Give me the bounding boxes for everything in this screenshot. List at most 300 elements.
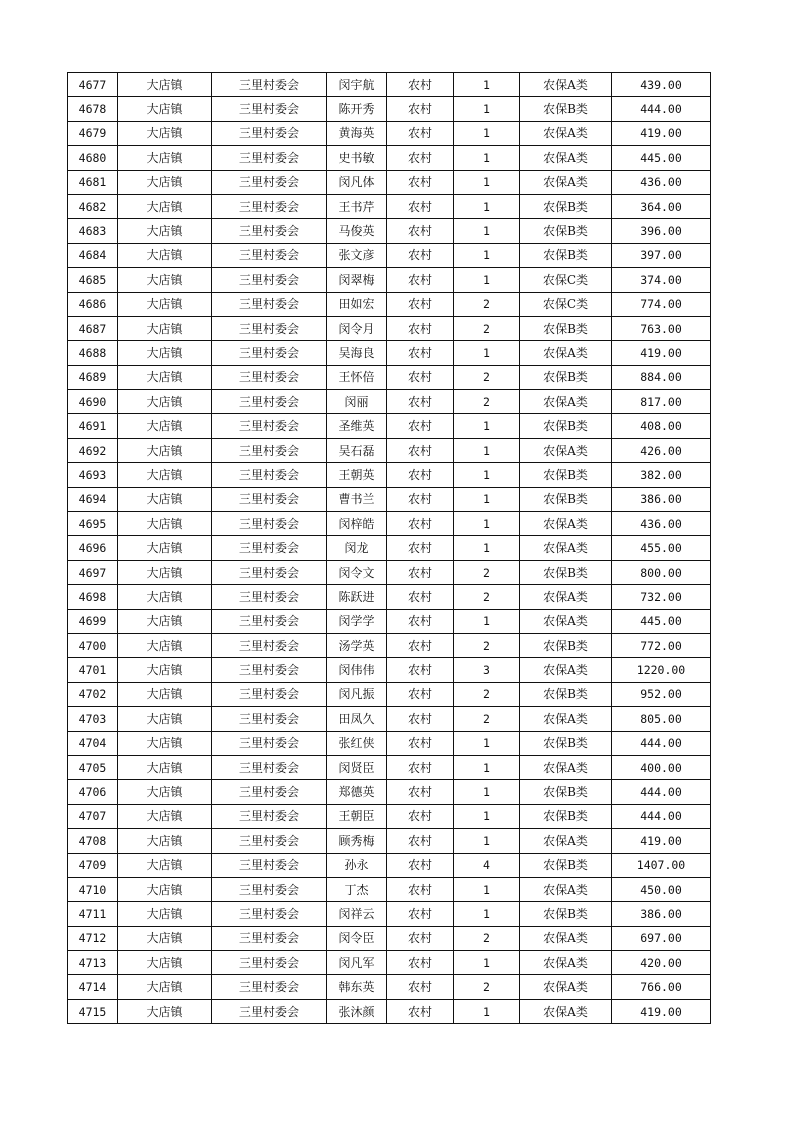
- row-number-cell: 4680: [68, 146, 118, 170]
- row-number-cell: 4685: [68, 268, 118, 292]
- insurance-category-cell: 农保B类: [520, 219, 612, 243]
- household-type-cell: 农村: [387, 877, 454, 901]
- name-cell: 闵令月: [327, 316, 387, 340]
- table-row: [68, 999, 711, 1023]
- amount-cell: 445.00: [612, 609, 711, 633]
- amount-cell: 419.00: [612, 999, 711, 1023]
- name-cell: 张红侠: [327, 731, 387, 755]
- town-cell: 大店镇: [118, 951, 212, 975]
- insurance-category-cell: 农保B类: [520, 243, 612, 267]
- table-row: [68, 194, 711, 218]
- table-row: [68, 658, 711, 682]
- household-type-cell: 农村: [387, 73, 454, 97]
- name-cell: 韩东英: [327, 975, 387, 999]
- insurance-category-cell: 农保B类: [520, 487, 612, 511]
- name-cell: 田如宏: [327, 292, 387, 316]
- village-committee-cell: 三里村委会: [212, 877, 327, 901]
- town-cell: 大店镇: [118, 560, 212, 584]
- table-row: [68, 804, 711, 828]
- town-cell: 大店镇: [118, 512, 212, 536]
- amount-cell: 382.00: [612, 463, 711, 487]
- amount-cell: 426.00: [612, 438, 711, 462]
- row-number-cell: 4683: [68, 219, 118, 243]
- amount-cell: 772.00: [612, 633, 711, 657]
- household-type-cell: 农村: [387, 438, 454, 462]
- town-cell: 大店镇: [118, 804, 212, 828]
- member-count-cell: 1: [454, 512, 520, 536]
- name-cell: 闵祥云: [327, 902, 387, 926]
- insurance-category-cell: 农保B类: [520, 97, 612, 121]
- village-committee-cell: 三里村委会: [212, 609, 327, 633]
- insurance-category-cell: 农保A类: [520, 707, 612, 731]
- member-count-cell: 1: [454, 731, 520, 755]
- town-cell: 大店镇: [118, 146, 212, 170]
- village-committee-cell: 三里村委会: [212, 707, 327, 731]
- town-cell: 大店镇: [118, 853, 212, 877]
- table-row: [68, 560, 711, 584]
- household-type-cell: 农村: [387, 829, 454, 853]
- name-cell: 闵宇航: [327, 73, 387, 97]
- member-count-cell: 2: [454, 707, 520, 731]
- name-cell: 王朝臣: [327, 804, 387, 828]
- town-cell: 大店镇: [118, 633, 212, 657]
- amount-cell: 444.00: [612, 780, 711, 804]
- row-number-cell: 4714: [68, 975, 118, 999]
- row-number-cell: 4707: [68, 804, 118, 828]
- household-type-cell: 农村: [387, 341, 454, 365]
- member-count-cell: 2: [454, 682, 520, 706]
- name-cell: 张文彦: [327, 243, 387, 267]
- insurance-category-cell: 农保A类: [520, 658, 612, 682]
- name-cell: 吴海良: [327, 341, 387, 365]
- row-number-cell: 4682: [68, 194, 118, 218]
- table-row: [68, 731, 711, 755]
- table-row: [68, 170, 711, 194]
- insurance-category-cell: 农保A类: [520, 609, 612, 633]
- town-cell: 大店镇: [118, 463, 212, 487]
- household-type-cell: 农村: [387, 146, 454, 170]
- insurance-category-cell: 农保B类: [520, 414, 612, 438]
- village-committee-cell: 三里村委会: [212, 341, 327, 365]
- row-number-cell: 4708: [68, 829, 118, 853]
- insurance-category-cell: 农保B类: [520, 731, 612, 755]
- insurance-category-cell: 农保A类: [520, 536, 612, 560]
- name-cell: 闵翠梅: [327, 268, 387, 292]
- amount-cell: 374.00: [612, 268, 711, 292]
- row-number-cell: 4694: [68, 487, 118, 511]
- table-row: [68, 951, 711, 975]
- town-cell: 大店镇: [118, 780, 212, 804]
- village-committee-cell: 三里村委会: [212, 487, 327, 511]
- row-number-cell: 4689: [68, 365, 118, 389]
- household-type-cell: 农村: [387, 268, 454, 292]
- village-committee-cell: 三里村委会: [212, 902, 327, 926]
- row-number-cell: 4709: [68, 853, 118, 877]
- insurance-category-cell: 农保B类: [520, 560, 612, 584]
- table-row: [68, 633, 711, 657]
- household-type-cell: 农村: [387, 512, 454, 536]
- table-row: [68, 536, 711, 560]
- town-cell: 大店镇: [118, 390, 212, 414]
- name-cell: 闵凡军: [327, 951, 387, 975]
- table-row: [68, 414, 711, 438]
- amount-cell: 386.00: [612, 902, 711, 926]
- household-type-cell: 农村: [387, 365, 454, 389]
- insurance-category-cell: 农保A类: [520, 341, 612, 365]
- household-type-cell: 农村: [387, 219, 454, 243]
- table-row: [68, 316, 711, 340]
- name-cell: 顾秀梅: [327, 829, 387, 853]
- table-row: [68, 390, 711, 414]
- table-row: [68, 365, 711, 389]
- insurance-category-cell: 农保B类: [520, 902, 612, 926]
- row-number-cell: 4679: [68, 121, 118, 145]
- row-number-cell: 4701: [68, 658, 118, 682]
- insurance-category-cell: 农保B类: [520, 780, 612, 804]
- table-row: [68, 902, 711, 926]
- amount-cell: 364.00: [612, 194, 711, 218]
- member-count-cell: 2: [454, 926, 520, 950]
- table-row: [68, 341, 711, 365]
- household-type-cell: 农村: [387, 292, 454, 316]
- household-type-cell: 农村: [387, 633, 454, 657]
- village-committee-cell: 三里村委会: [212, 536, 327, 560]
- household-type-cell: 农村: [387, 682, 454, 706]
- amount-cell: 444.00: [612, 97, 711, 121]
- row-number-cell: 4700: [68, 633, 118, 657]
- village-committee-cell: 三里村委会: [212, 585, 327, 609]
- household-type-cell: 农村: [387, 243, 454, 267]
- insurance-category-cell: 农保B类: [520, 804, 612, 828]
- table-row: [68, 463, 711, 487]
- member-count-cell: 1: [454, 341, 520, 365]
- town-cell: 大店镇: [118, 877, 212, 901]
- amount-cell: 445.00: [612, 146, 711, 170]
- amount-cell: 397.00: [612, 243, 711, 267]
- amount-cell: 436.00: [612, 170, 711, 194]
- village-committee-cell: 三里村委会: [212, 316, 327, 340]
- household-type-cell: 农村: [387, 926, 454, 950]
- village-committee-cell: 三里村委会: [212, 780, 327, 804]
- member-count-cell: 2: [454, 365, 520, 389]
- town-cell: 大店镇: [118, 999, 212, 1023]
- records-table: [67, 72, 711, 1024]
- household-type-cell: 农村: [387, 609, 454, 633]
- amount-cell: 732.00: [612, 585, 711, 609]
- amount-cell: 1220.00: [612, 658, 711, 682]
- name-cell: 闵贤臣: [327, 755, 387, 779]
- member-count-cell: 1: [454, 755, 520, 779]
- member-count-cell: 2: [454, 560, 520, 584]
- row-number-cell: 4695: [68, 512, 118, 536]
- town-cell: 大店镇: [118, 682, 212, 706]
- town-cell: 大店镇: [118, 755, 212, 779]
- village-committee-cell: 三里村委会: [212, 170, 327, 194]
- village-committee-cell: 三里村委会: [212, 97, 327, 121]
- village-committee-cell: 三里村委会: [212, 121, 327, 145]
- household-type-cell: 农村: [387, 121, 454, 145]
- village-committee-cell: 三里村委会: [212, 633, 327, 657]
- name-cell: 闵令臣: [327, 926, 387, 950]
- household-type-cell: 农村: [387, 194, 454, 218]
- member-count-cell: 1: [454, 194, 520, 218]
- name-cell: 王朝英: [327, 463, 387, 487]
- member-count-cell: 2: [454, 585, 520, 609]
- row-number-cell: 4713: [68, 951, 118, 975]
- member-count-cell: 2: [454, 316, 520, 340]
- household-type-cell: 农村: [387, 463, 454, 487]
- household-type-cell: 农村: [387, 755, 454, 779]
- insurance-category-cell: 农保A类: [520, 512, 612, 536]
- amount-cell: 420.00: [612, 951, 711, 975]
- town-cell: 大店镇: [118, 97, 212, 121]
- member-count-cell: 1: [454, 170, 520, 194]
- village-committee-cell: 三里村委会: [212, 365, 327, 389]
- village-committee-cell: 三里村委会: [212, 804, 327, 828]
- village-committee-cell: 三里村委会: [212, 829, 327, 853]
- village-committee-cell: 三里村委会: [212, 682, 327, 706]
- town-cell: 大店镇: [118, 658, 212, 682]
- table-row: [68, 73, 711, 97]
- amount-cell: 805.00: [612, 707, 711, 731]
- table-row: [68, 146, 711, 170]
- household-type-cell: 农村: [387, 902, 454, 926]
- amount-cell: 419.00: [612, 829, 711, 853]
- town-cell: 大店镇: [118, 975, 212, 999]
- village-committee-cell: 三里村委会: [212, 243, 327, 267]
- member-count-cell: 1: [454, 609, 520, 633]
- row-number-cell: 4712: [68, 926, 118, 950]
- town-cell: 大店镇: [118, 902, 212, 926]
- amount-cell: 697.00: [612, 926, 711, 950]
- table-row: [68, 585, 711, 609]
- table-row: [68, 97, 711, 121]
- insurance-category-cell: 农保A类: [520, 585, 612, 609]
- member-count-cell: 1: [454, 999, 520, 1023]
- town-cell: 大店镇: [118, 243, 212, 267]
- member-count-cell: 1: [454, 438, 520, 462]
- member-count-cell: 3: [454, 658, 520, 682]
- name-cell: 闵梓皓: [327, 512, 387, 536]
- name-cell: 陈开秀: [327, 97, 387, 121]
- table-row: [68, 268, 711, 292]
- row-number-cell: 4678: [68, 97, 118, 121]
- member-count-cell: 1: [454, 146, 520, 170]
- household-type-cell: 农村: [387, 390, 454, 414]
- name-cell: 孙永: [327, 853, 387, 877]
- amount-cell: 419.00: [612, 341, 711, 365]
- town-cell: 大店镇: [118, 121, 212, 145]
- row-number-cell: 4686: [68, 292, 118, 316]
- member-count-cell: 2: [454, 390, 520, 414]
- village-committee-cell: 三里村委会: [212, 926, 327, 950]
- town-cell: 大店镇: [118, 731, 212, 755]
- village-committee-cell: 三里村委会: [212, 512, 327, 536]
- village-committee-cell: 三里村委会: [212, 73, 327, 97]
- household-type-cell: 农村: [387, 780, 454, 804]
- household-type-cell: 农村: [387, 170, 454, 194]
- village-committee-cell: 三里村委会: [212, 219, 327, 243]
- insurance-category-cell: 农保A类: [520, 121, 612, 145]
- member-count-cell: 1: [454, 487, 520, 511]
- table-row: [68, 609, 711, 633]
- village-committee-cell: 三里村委会: [212, 463, 327, 487]
- member-count-cell: 1: [454, 73, 520, 97]
- amount-cell: 444.00: [612, 731, 711, 755]
- amount-cell: 439.00: [612, 73, 711, 97]
- amount-cell: 952.00: [612, 682, 711, 706]
- insurance-category-cell: 农保B类: [520, 633, 612, 657]
- member-count-cell: 1: [454, 804, 520, 828]
- row-number-cell: 4687: [68, 316, 118, 340]
- town-cell: 大店镇: [118, 219, 212, 243]
- village-committee-cell: 三里村委会: [212, 658, 327, 682]
- name-cell: 闵凡体: [327, 170, 387, 194]
- table-row: [68, 438, 711, 462]
- member-count-cell: 1: [454, 268, 520, 292]
- amount-cell: 450.00: [612, 877, 711, 901]
- amount-cell: 766.00: [612, 975, 711, 999]
- row-number-cell: 4706: [68, 780, 118, 804]
- household-type-cell: 农村: [387, 731, 454, 755]
- insurance-category-cell: 农保B类: [520, 194, 612, 218]
- town-cell: 大店镇: [118, 438, 212, 462]
- name-cell: 汤学英: [327, 633, 387, 657]
- town-cell: 大店镇: [118, 536, 212, 560]
- table-row: [68, 707, 711, 731]
- amount-cell: 419.00: [612, 121, 711, 145]
- insurance-category-cell: 农保A类: [520, 999, 612, 1023]
- row-number-cell: 4703: [68, 707, 118, 731]
- village-committee-cell: 三里村委会: [212, 194, 327, 218]
- row-number-cell: 4697: [68, 560, 118, 584]
- village-committee-cell: 三里村委会: [212, 999, 327, 1023]
- row-number-cell: 4702: [68, 682, 118, 706]
- amount-cell: 800.00: [612, 560, 711, 584]
- table-row: [68, 780, 711, 804]
- insurance-category-cell: 农保A类: [520, 926, 612, 950]
- member-count-cell: 1: [454, 780, 520, 804]
- member-count-cell: 1: [454, 951, 520, 975]
- member-count-cell: 1: [454, 97, 520, 121]
- member-count-cell: 2: [454, 975, 520, 999]
- member-count-cell: 2: [454, 633, 520, 657]
- household-type-cell: 农村: [387, 999, 454, 1023]
- row-number-cell: 4691: [68, 414, 118, 438]
- amount-cell: 455.00: [612, 536, 711, 560]
- village-committee-cell: 三里村委会: [212, 560, 327, 584]
- town-cell: 大店镇: [118, 292, 212, 316]
- amount-cell: 817.00: [612, 390, 711, 414]
- name-cell: 丁杰: [327, 877, 387, 901]
- name-cell: 陈跃进: [327, 585, 387, 609]
- row-number-cell: 4698: [68, 585, 118, 609]
- household-type-cell: 农村: [387, 975, 454, 999]
- table-row: [68, 487, 711, 511]
- insurance-category-cell: 农保A类: [520, 390, 612, 414]
- town-cell: 大店镇: [118, 316, 212, 340]
- amount-cell: 386.00: [612, 487, 711, 511]
- name-cell: 郑德英: [327, 780, 387, 804]
- name-cell: 曹书兰: [327, 487, 387, 511]
- insurance-category-cell: 农保A类: [520, 170, 612, 194]
- name-cell: 闵凡振: [327, 682, 387, 706]
- insurance-category-cell: 农保A类: [520, 146, 612, 170]
- town-cell: 大店镇: [118, 609, 212, 633]
- amount-cell: 400.00: [612, 755, 711, 779]
- name-cell: 闵丽: [327, 390, 387, 414]
- table-row: [68, 512, 711, 536]
- insurance-category-cell: 农保A类: [520, 951, 612, 975]
- table-body: [68, 73, 711, 1024]
- household-type-cell: 农村: [387, 585, 454, 609]
- member-count-cell: 1: [454, 463, 520, 487]
- member-count-cell: 1: [454, 902, 520, 926]
- town-cell: 大店镇: [118, 414, 212, 438]
- member-count-cell: 2: [454, 292, 520, 316]
- insurance-category-cell: 农保B类: [520, 365, 612, 389]
- table-row: [68, 121, 711, 145]
- table-row: [68, 829, 711, 853]
- name-cell: 闵伟伟: [327, 658, 387, 682]
- village-committee-cell: 三里村委会: [212, 292, 327, 316]
- town-cell: 大店镇: [118, 926, 212, 950]
- table-row: [68, 755, 711, 779]
- town-cell: 大店镇: [118, 73, 212, 97]
- village-committee-cell: 三里村委会: [212, 268, 327, 292]
- member-count-cell: 4: [454, 853, 520, 877]
- village-committee-cell: 三里村委会: [212, 414, 327, 438]
- amount-cell: 408.00: [612, 414, 711, 438]
- amount-cell: 396.00: [612, 219, 711, 243]
- village-committee-cell: 三里村委会: [212, 146, 327, 170]
- household-type-cell: 农村: [387, 487, 454, 511]
- town-cell: 大店镇: [118, 487, 212, 511]
- household-type-cell: 农村: [387, 316, 454, 340]
- name-cell: 马俊英: [327, 219, 387, 243]
- table-row: [68, 926, 711, 950]
- insurance-category-cell: 农保A类: [520, 755, 612, 779]
- household-type-cell: 农村: [387, 97, 454, 121]
- village-committee-cell: 三里村委会: [212, 755, 327, 779]
- table-row: [68, 219, 711, 243]
- insurance-category-cell: 农保C类: [520, 268, 612, 292]
- household-type-cell: 农村: [387, 536, 454, 560]
- village-committee-cell: 三里村委会: [212, 951, 327, 975]
- village-committee-cell: 三里村委会: [212, 438, 327, 462]
- name-cell: 黄海英: [327, 121, 387, 145]
- town-cell: 大店镇: [118, 585, 212, 609]
- row-number-cell: 4692: [68, 438, 118, 462]
- table-row: [68, 877, 711, 901]
- household-type-cell: 农村: [387, 658, 454, 682]
- amount-cell: 444.00: [612, 804, 711, 828]
- name-cell: 闵龙: [327, 536, 387, 560]
- insurance-category-cell: 农保B类: [520, 682, 612, 706]
- row-number-cell: 4688: [68, 341, 118, 365]
- name-cell: 王书芹: [327, 194, 387, 218]
- household-type-cell: 农村: [387, 853, 454, 877]
- table-row: [68, 243, 711, 267]
- table-row: [68, 853, 711, 877]
- insurance-category-cell: 农保A类: [520, 829, 612, 853]
- name-cell: 圣维英: [327, 414, 387, 438]
- name-cell: 王怀倍: [327, 365, 387, 389]
- table-row: [68, 975, 711, 999]
- name-cell: 吴石磊: [327, 438, 387, 462]
- name-cell: 闵学学: [327, 609, 387, 633]
- town-cell: 大店镇: [118, 829, 212, 853]
